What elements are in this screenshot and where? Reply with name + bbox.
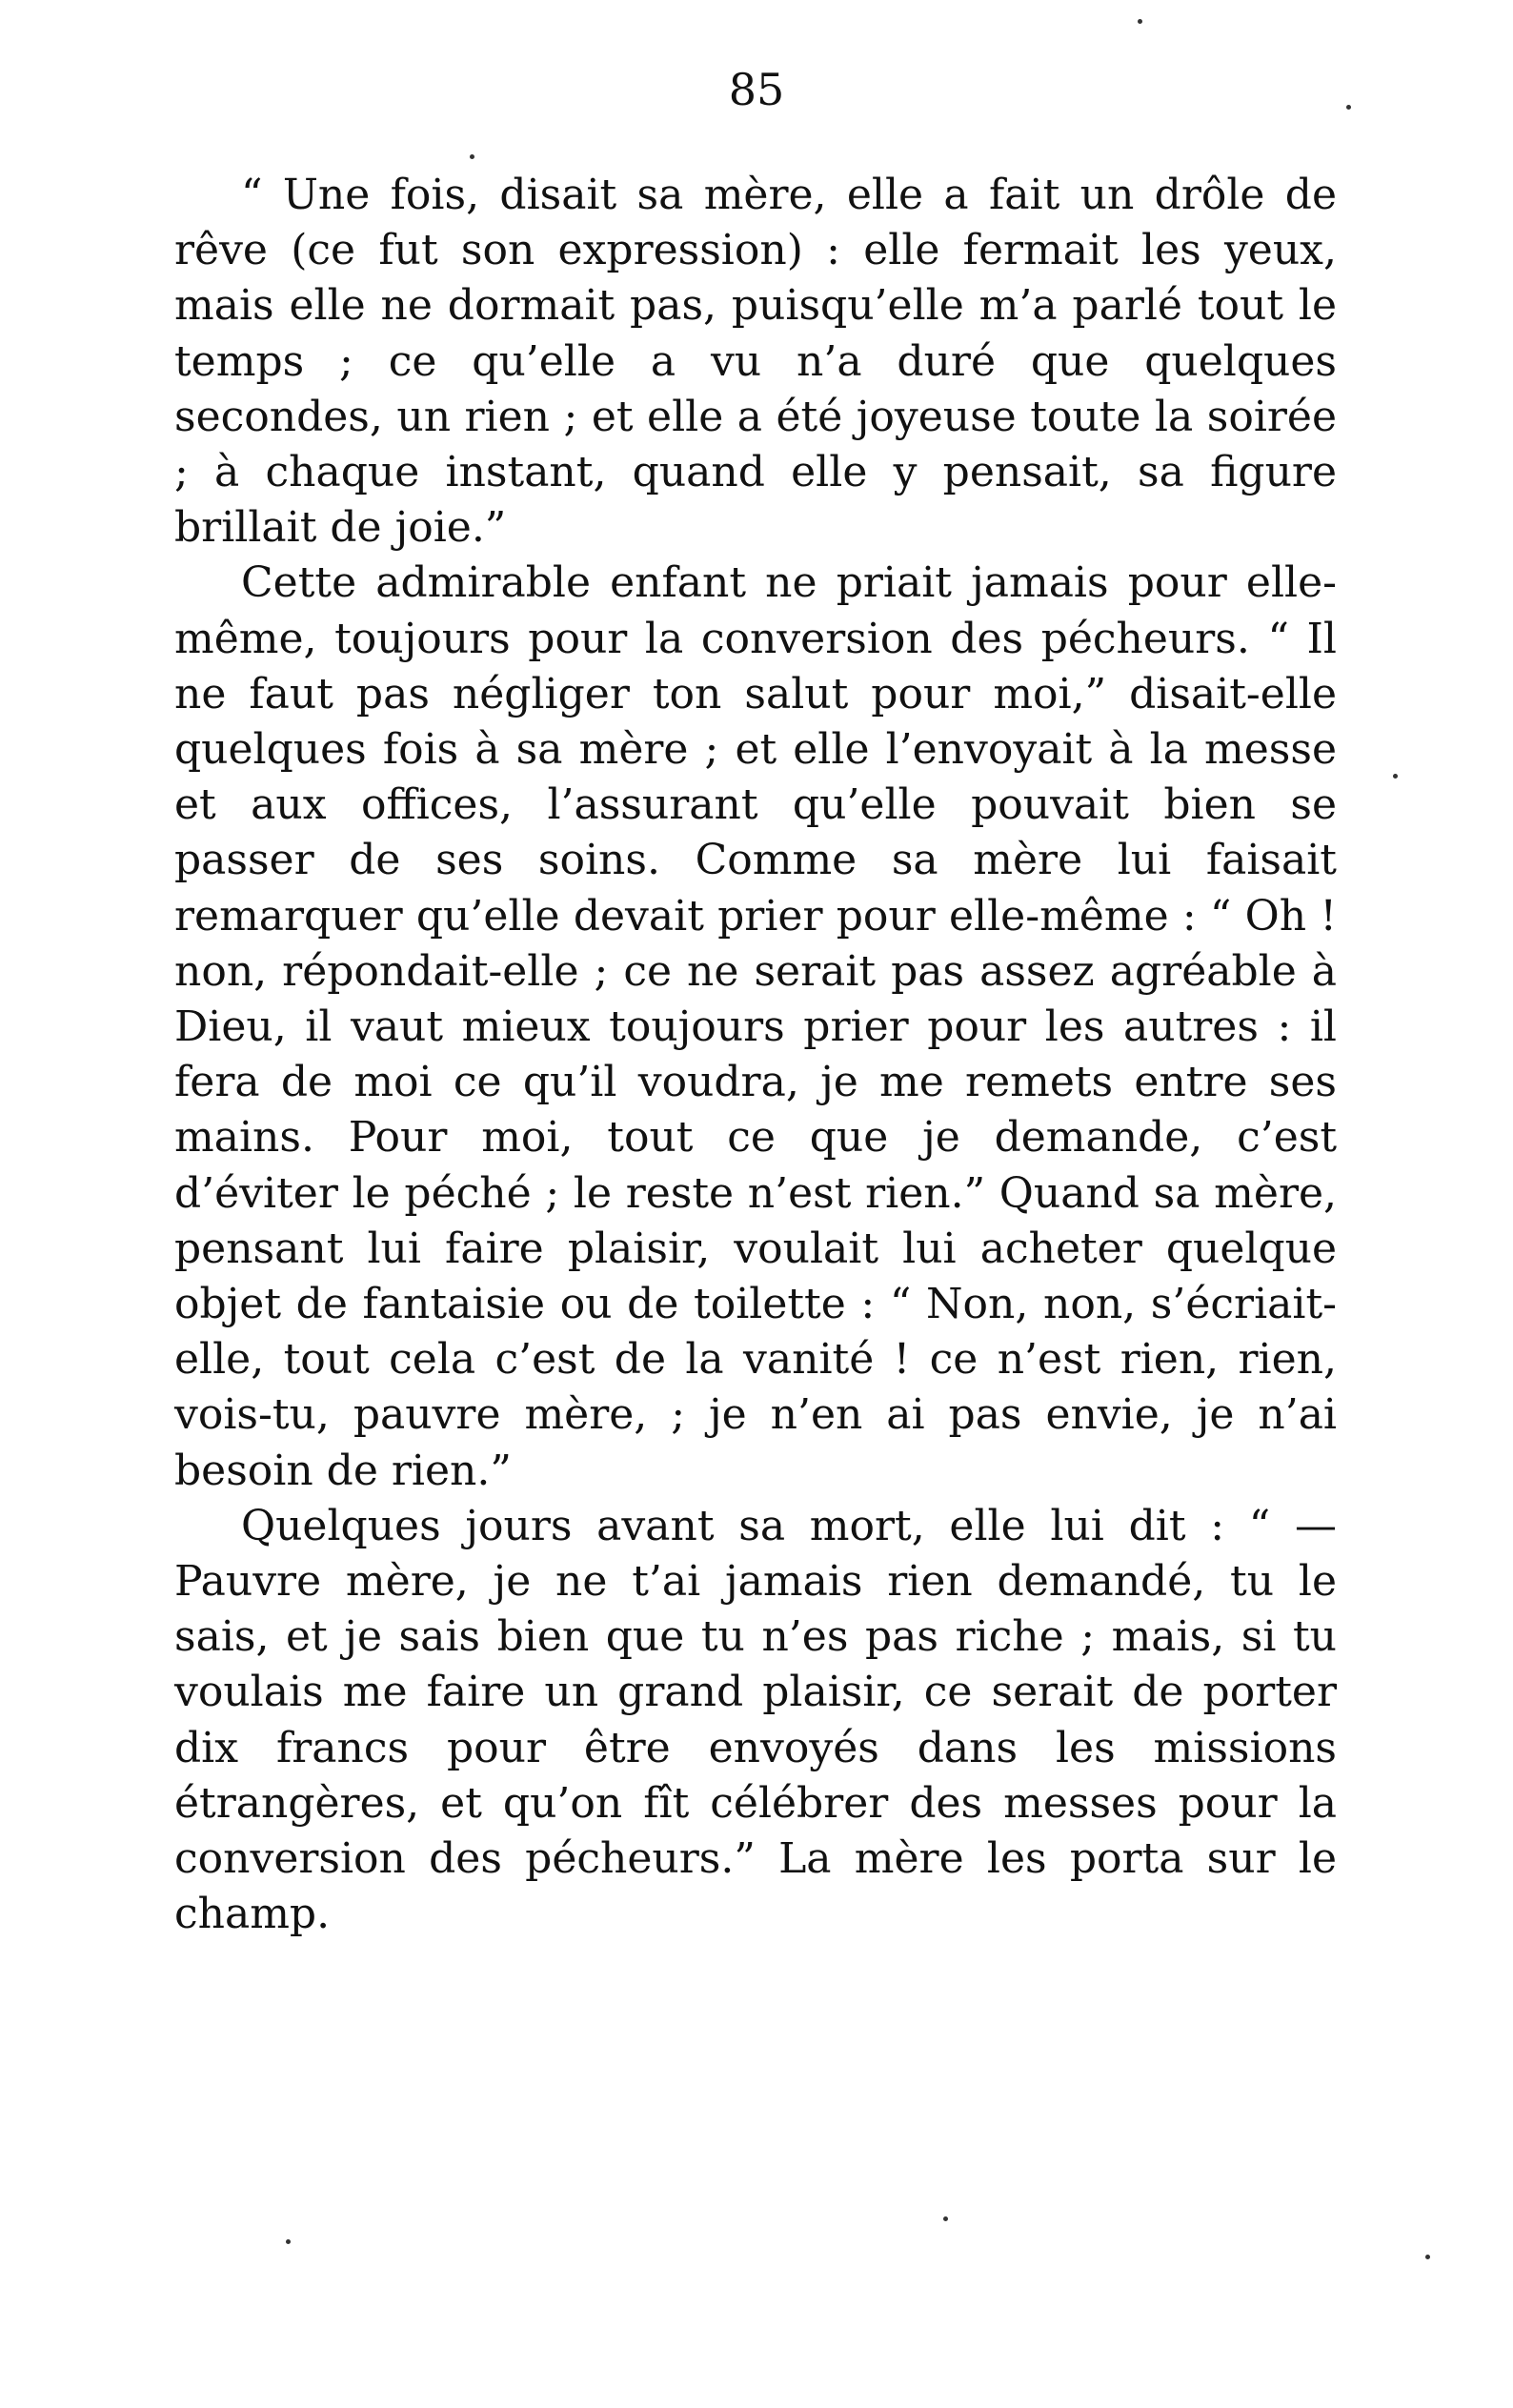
print-speck	[1425, 2255, 1430, 2259]
body-text	[174, 168, 1337, 1943]
paragraph-2: Cette admirable enfant ne priait jamais pour elle-même, toujours pour la conversion des pécheurs. “ Il ne faut pas négliger ton salut pour moi,” disait-elle quelques fois à sa mère ; et elle l’envoyait à la messe et aux offices, l’assurant qu’elle pouvait bien se passer de ses soins. Comme sa mère lui faisait remarquer qu’elle devait prier pour elle-même : “ Oh ! non, répondait-elle ; ce ne serait pas assez agréable à Dieu, il vaut mieux toujours prier pour les autres : il fera de moi ce qu’il voudra, je me remets entre ses mains. Pour moi, tout ce que je demande, c’est d’éviter le péché ; le reste n’est rien.” Quand sa mère, pensant lui faire plaisir, voulait lui acheter quelque objet de fantaisie ou de toilette : “ Non, non, s’écriait-elle, tout cela c’est de la vanité ! ce n’est rien, rien, vois-tu, pauvre mère, ; je n’en ai pas envie, je n’ai besoin de rien.”	[174, 558, 1337, 1495]
paragraph-1: “ Une fois, disait sa mère, elle a fait un drôle de rêve (ce fut son expression) : elle fermait les yeux, mais elle ne dormait pas, puisqu’elle m’a parlé tout le temps ; ce qu’elle a vu n’a duré que quelques secondes, un rien ; et elle a été joyeuse toute la soirée ; à chaque instant, quand elle y pensait, sa figure brillait de joie.”	[174, 171, 1337, 553]
print-speck	[286, 2239, 291, 2244]
print-speck	[1138, 19, 1142, 24]
page-number: 85	[728, 64, 785, 115]
paragraph-3: Quelques jours avant sa mort, elle lui dit : “ —Pauvre mère, je ne t’ai jamais rien demandé, tu le sais, et je sais bien que tu n’es pas riche ; mais, si tu voulais me faire un grand plaisir, ce serait de porter dix francs pour être envoyés dans les missions étrangères, et qu’on fît célébrer des messes pour la conversion des pécheurs.” La mère les porta sur le champ.	[174, 1501, 1337, 1939]
print-speck	[1346, 105, 1351, 110]
print-speck	[943, 2216, 948, 2221]
print-speck	[1393, 774, 1398, 779]
print-speck	[470, 154, 474, 159]
